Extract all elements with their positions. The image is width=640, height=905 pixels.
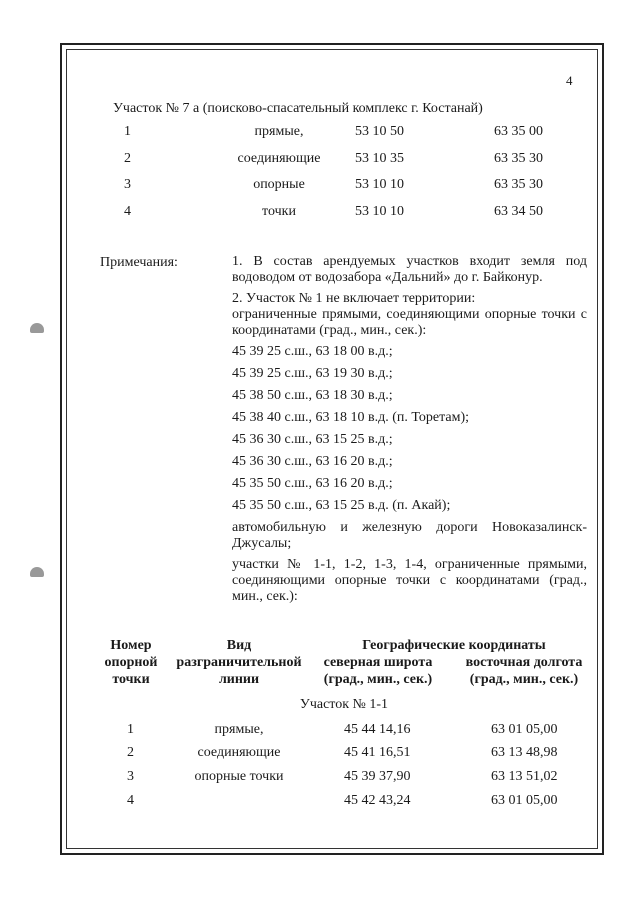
latitude: 53 10 50 bbox=[355, 124, 404, 139]
longitude: 63 35 00 bbox=[494, 124, 543, 139]
point-number: 4 bbox=[127, 793, 134, 808]
line-type: соединяющие bbox=[197, 745, 281, 760]
plot-section-title: Участок № 1-1 bbox=[299, 697, 389, 712]
longitude: 63 35 30 bbox=[494, 177, 543, 192]
line-type: точки bbox=[262, 203, 296, 219]
latitude: 45 39 37,90 bbox=[344, 769, 411, 784]
latitude: 53 10 35 bbox=[355, 150, 404, 166]
table-row bbox=[94, 722, 594, 742]
table-row bbox=[94, 148, 594, 175]
latitude: 53 10 10 bbox=[355, 203, 404, 219]
line-type: прямые, bbox=[254, 124, 304, 139]
section-7-title: Участок № 7 а (поисково-спасательный комплекс г. Костанай) bbox=[113, 101, 483, 116]
page-number: 4 bbox=[566, 73, 573, 88]
longitude: 63 13 51,02 bbox=[491, 769, 558, 784]
longitude: 63 01 05,00 bbox=[491, 793, 558, 808]
line-type: прямые, bbox=[214, 722, 264, 737]
table-row bbox=[94, 769, 594, 789]
table-row bbox=[94, 201, 594, 228]
coordinate-list bbox=[232, 341, 587, 517]
note-2-intro: 2. Участок № 1 не включает территории: bbox=[232, 291, 476, 306]
coordinate-item: 45 38 50 с.ш., 63 18 30 в.д.; bbox=[232, 388, 393, 403]
point-number: 1 bbox=[124, 124, 131, 139]
point-number: 2 bbox=[127, 745, 134, 760]
longitude: 63 01 05,00 bbox=[491, 722, 558, 737]
coordinate-item: 45 39 25 с.ш., 63 19 30 в.д.; bbox=[232, 366, 393, 381]
table-row bbox=[94, 121, 594, 148]
binder-hole-bottom bbox=[30, 567, 44, 577]
notes-body bbox=[232, 254, 587, 610]
roads-note: автомобильную и железную дороги Новоказалинск-Джусалы; bbox=[232, 520, 587, 551]
header-longitude: восточная долгота (град., мин., сек.) bbox=[465, 655, 583, 687]
longitude: 63 13 48,98 bbox=[491, 745, 558, 760]
notes-label: Примечания: bbox=[100, 255, 178, 270]
point-number: 2 bbox=[124, 150, 131, 166]
table-row bbox=[94, 745, 594, 765]
point-number: 1 bbox=[127, 722, 134, 737]
point-number: 3 bbox=[127, 769, 134, 784]
section-7-table bbox=[94, 121, 594, 227]
point-number: 3 bbox=[124, 177, 131, 192]
coordinate-item: 45 36 30 с.ш., 63 15 25 в.д.; bbox=[232, 432, 393, 447]
longitude: 63 34 50 bbox=[494, 203, 543, 219]
plots-note: участки № 1-1, 1-2, 1-3, 1-4, ограниченные прямыми, соединяющими опорные точки с координатами (град., мин., сек.): bbox=[232, 557, 587, 604]
longitude: 63 35 30 bbox=[494, 150, 543, 166]
header-latitude: северная широта (град., мин., сек.) bbox=[323, 655, 433, 687]
header-line-type: Вид разграничительной линии bbox=[176, 638, 302, 687]
coordinate-item: 45 36 30 с.ш., 63 16 20 в.д.; bbox=[232, 454, 393, 469]
header-geo-coordinates: Географические координаты bbox=[362, 638, 546, 653]
coordinate-item: 45 35 50 с.ш., 63 15 25 в.д. (п. Акай); bbox=[232, 498, 451, 513]
line-type: соединяющие bbox=[237, 150, 321, 166]
table-row bbox=[94, 793, 594, 813]
note-1: 1. В состав арендуемых участков входит земля под водоводом от водозабора «Дальний» до г. Байконур. bbox=[232, 254, 587, 285]
coordinate-item: 45 35 50 с.ш., 63 16 20 в.д.; bbox=[232, 476, 393, 491]
coordinate-item: 45 39 25 с.ш., 63 18 00 в.д.; bbox=[232, 344, 393, 359]
note-2-text: ограниченные прямыми, соединяющими опорные точки с координатами (град., мин., сек.): bbox=[232, 307, 587, 338]
header-point-number: Номер опорной точки bbox=[104, 638, 158, 687]
latitude: 45 44 14,16 bbox=[344, 722, 411, 737]
latitude: 53 10 10 bbox=[355, 177, 404, 192]
point-number: 4 bbox=[124, 203, 131, 219]
binder-hole-top bbox=[30, 323, 44, 333]
latitude: 45 42 43,24 bbox=[344, 793, 411, 808]
coordinate-item: 45 38 40 с.ш., 63 18 10 в.д. (п. Торетам); bbox=[232, 410, 470, 425]
latitude: 45 41 16,51 bbox=[344, 745, 411, 760]
line-type: опорные точки bbox=[194, 769, 284, 784]
table-row bbox=[94, 174, 594, 201]
line-type: опорные bbox=[253, 177, 305, 192]
